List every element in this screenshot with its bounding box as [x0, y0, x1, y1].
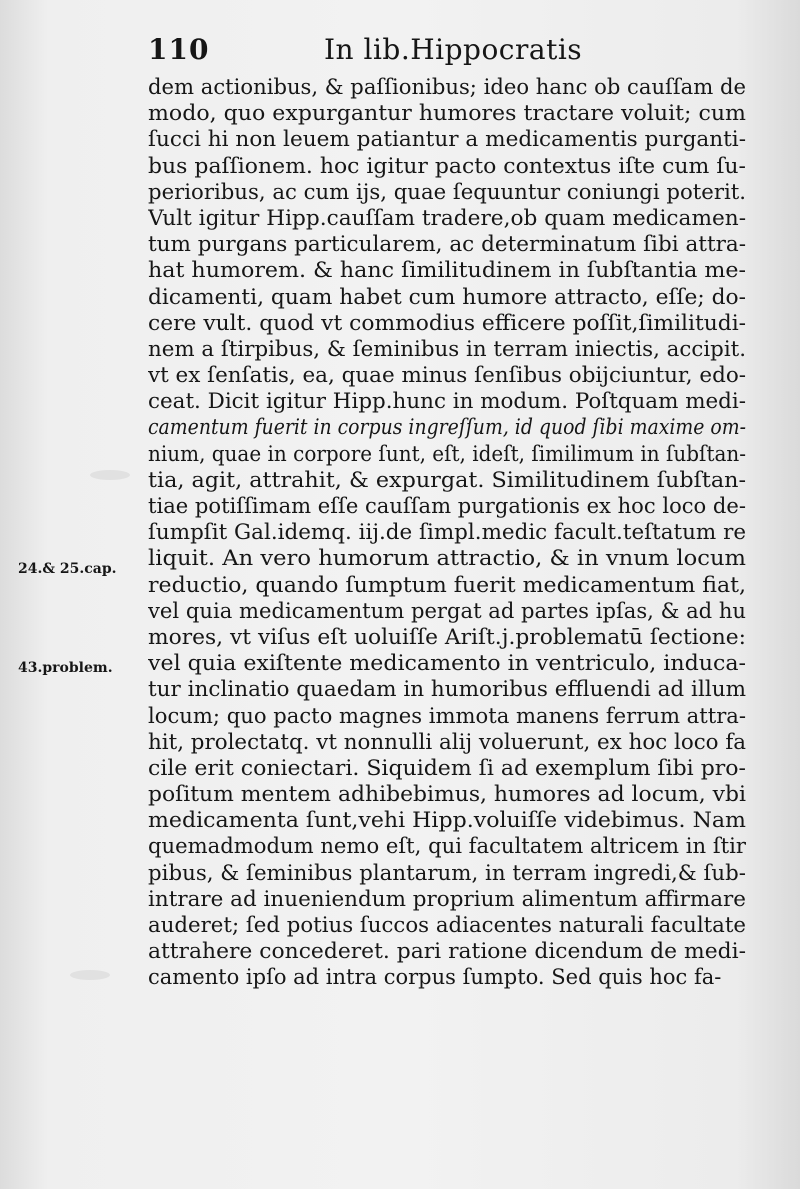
text-line: camento ipſo ad intra corpus ſumpto. Sed quis hoc fa-: [148, 965, 722, 990]
text-line: medicamenta ſunt,vehi Hipp.voluiſſe videbimus. Nam: [148, 808, 746, 833]
text-line: vt ex ſenſatis, ea, quae minus ſenſibus obijciuntur, edo-: [148, 363, 747, 388]
text-line: tiae potiſſimam eſſe cauſſam purgationis ex hoc loco de-: [148, 494, 746, 518]
running-title: In lib.Hippocratis: [324, 33, 583, 66]
text-line: quemadmodum nemo eſt, qui facultatem altricem in ſtir: [148, 834, 746, 859]
text-line: ſumpſit Gal.idemq. iij.de ſimpl.medic facult.teſtatum re: [148, 520, 747, 545]
page-number: 110: [148, 33, 210, 66]
text-line: ſucci hi non leuem patiantur a medicamentis purganti-: [148, 127, 746, 152]
text-line: ceat. Dicit igitur Hipp.hunc in modum. Poſtquam medi-: [148, 389, 746, 414]
text-line: nium, quae in corpore ſunt, eſt, ideſt, ſimilimum in ſubſtan-: [148, 441, 746, 466]
show-through-mark: [90, 470, 130, 480]
margin-note: 43.problem.: [18, 660, 113, 676]
text-line: vel quia exiſtente medicamento in ventriculo, induca-: [148, 651, 747, 676]
text-line: perioribus, ac cum ijs, quae ſequuntur coniungi poterit.: [148, 179, 747, 204]
text-line: dem actionibus, & paſſionibus; ideo hanc ob cauſſam de: [148, 75, 747, 99]
show-through-mark: [70, 970, 110, 980]
text-line: attrahere concederet. pari ratione dicendum de medi-: [148, 939, 746, 964]
text-line: pibus, & ſeminibus plantarum, in terram ingredi,& ſub-: [148, 860, 746, 885]
text-line: hit, prolectatq. vt nonnulli alij voluerunt, ex hoc loco fa: [148, 729, 747, 754]
text-line: Vult igitur Hipp.cauſſam tradere,ob quam medicamen-: [148, 205, 747, 230]
text-line: modo, quo expurgantur humores tractare voluit; cum: [148, 101, 746, 126]
text-line: nem a ſtirpibus, & ſeminibus in terram iniectis, accipit.: [148, 336, 747, 361]
text-line: cile erit coniectari. Siquidem ſi ad exemplum ſibi pro-: [148, 755, 746, 780]
text-line: poſitum mentem adhibebimus, humores ad locum, vbi: [148, 782, 747, 807]
text-line: vel quia medicamentum pergat ad partes ipſas, & ad hu: [148, 598, 747, 623]
text-line: intrare ad inueniendum proprium alimentum affirmare: [148, 886, 746, 911]
text-line: liquit. An vero humorum attractio, & in vnum locum: [148, 546, 747, 571]
text-line: mores, vt viſus eſt uoluiſſe Ariſt.j.problematū ſectione:: [148, 624, 747, 649]
text-line: tum purgans particularem, ac determinatum ſibi attra-: [148, 232, 747, 257]
text-line: locum; quo pacto magnes immota manens ferrum attra-: [148, 703, 747, 728]
body-text: [148, 74, 748, 991]
text-line-quotation: camentum fuerit in corpus ingreſſum, id quod ſibi maxime om-: [148, 415, 747, 440]
margin-note: 24.& 25.cap.: [18, 561, 117, 577]
text-line: bus paſſionem. hoc igitur pacto contextus iſte cum ſu-: [148, 153, 746, 178]
page-header: [148, 30, 628, 70]
text-line: dicamenti, quam habet cum humore attracto, eſſe; do-: [148, 284, 746, 309]
text-line: reductio, quando ſumptum fuerit medicamentum fiat,: [148, 572, 747, 597]
text-line: cere vult. quod vt commodius efficere poſſit,ſimilitudi-: [148, 310, 747, 335]
text-line: tia, agit, attrahit, & expurgat. Similitudinem ſubſtan-: [148, 467, 746, 492]
text-line: hat humorem. & hanc ſimilitudinem in ſubſtantia me-: [148, 258, 747, 283]
text-line: tur inclinatio quaedam in humoribus effluendi ad illum: [148, 677, 746, 702]
text-line: auderet; ſed potius ſuccos adiacentes naturali facultate: [148, 913, 747, 937]
